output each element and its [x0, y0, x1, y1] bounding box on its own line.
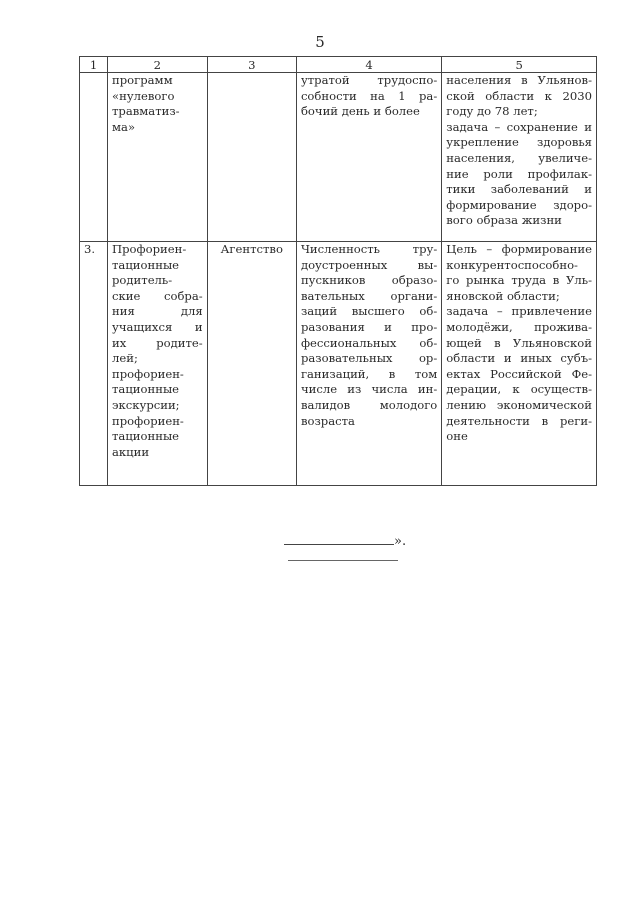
cell-text-line: молодёжи, прожива-: [446, 319, 592, 334]
measure-cell: [108, 73, 208, 242]
cell-text-line: Численность тру-: [300, 242, 438, 256]
goal-cell: [442, 73, 597, 242]
cell-text-line: разовательных ор-: [300, 351, 438, 366]
document-table: [79, 56, 597, 486]
cell-text-line: валидов молодого: [300, 397, 438, 412]
cell-text-line: году до 78 лет;: [446, 104, 538, 119]
header-col-4: 4: [296, 57, 441, 73]
header-col-2: 2: [108, 57, 208, 73]
cell-text-line: экскурсии;: [112, 397, 180, 412]
measure-cell: [108, 242, 208, 486]
cell-text-line: программ: [112, 73, 173, 87]
cell-text-line: лению экономической: [446, 397, 592, 412]
closing-mark: ».: [394, 534, 407, 549]
indicator-cell: [296, 242, 441, 486]
cell-text-line: профориен-: [112, 413, 184, 428]
cell-text-line: укрепление здоровья: [446, 135, 592, 150]
cell-text-line: «нулевого: [112, 88, 175, 103]
cell-text-line: ской области к 2030: [446, 88, 592, 103]
header-col-3: 3: [207, 57, 296, 73]
cell-text-line: формирование здоро-: [446, 197, 592, 212]
cell-text-line: задача – привлечение: [446, 304, 592, 319]
executor-cell: [207, 73, 296, 242]
cell-text-line: конкурентоспособно-: [446, 257, 578, 272]
table-row: [80, 73, 597, 242]
row-number-cell: [80, 242, 108, 486]
signature-blank: [284, 532, 394, 545]
cell-text-line: задача – сохранение и: [446, 119, 592, 134]
cell-text-line: деятельности в реги-: [446, 413, 592, 428]
cell-text-line: фессиональных об-: [300, 335, 438, 350]
cell-text-line: доустроенных вы-: [300, 257, 438, 272]
indicator-cell: [296, 73, 441, 242]
header-col-1: 1: [80, 57, 108, 73]
cell-text-line: заций высшего об-: [300, 304, 438, 319]
closing-line: [284, 532, 406, 549]
cell-text-line: утратой трудоспо-: [300, 73, 438, 87]
cell-text-line: разования и про-: [300, 319, 438, 334]
cell-text-line: профориен-: [112, 366, 184, 381]
cell-text-line: тационные: [112, 257, 180, 272]
cell-text-line: тики заболеваний и: [446, 182, 592, 197]
separator-line: [288, 560, 398, 561]
header-col-5: 5: [442, 57, 597, 73]
cell-text-line: пускников образо-: [300, 273, 438, 288]
cell-text-line: го рынка труда в Уль-: [446, 273, 592, 288]
cell-text-line: ющей в Ульяновской: [446, 335, 592, 350]
cell-text-line: ма»: [112, 119, 136, 134]
cell-text-line: числе из числа ин-: [300, 382, 438, 397]
cell-text-line: учащихся и: [112, 319, 203, 334]
cell-text-line: тационные: [112, 382, 180, 397]
cell-text-line: ектах Российской Фе-: [446, 366, 592, 381]
executor-cell: [207, 242, 296, 486]
cell-text-line: области и иных субъ-: [446, 351, 592, 366]
table-row: [80, 242, 597, 486]
cell-text-line: собности на 1 ра-: [300, 88, 438, 103]
cell-text-line: оне: [446, 429, 468, 444]
cell-text-line: населения, увеличе-: [446, 150, 592, 165]
cell-text-line: дерации, к осуществ-: [446, 382, 592, 397]
cell-text-line: лей;: [112, 351, 138, 366]
goal-cell: [442, 242, 597, 486]
cell-text-line: ские собра-: [112, 288, 203, 303]
cell-text-line: населения в Ульянов-: [446, 73, 592, 87]
cell-text-line: Агентство: [220, 242, 283, 256]
cell-text-line: ганизаций, в том: [300, 366, 438, 381]
cell-text-line: ния для: [112, 304, 203, 319]
page-number: 5: [315, 33, 325, 51]
cell-text-line: возраста: [300, 413, 355, 428]
table-header-row: [80, 57, 597, 73]
cell-text-line: вательных органи-: [300, 288, 438, 303]
cell-text-line: яновской области;: [446, 288, 560, 303]
row-number-cell: [80, 73, 108, 242]
cell-text-line: их родите-: [112, 335, 203, 350]
cell-text-line: травматиз-: [112, 104, 180, 119]
cell-text-line: 3.: [84, 242, 96, 256]
cell-text-line: Цель – формирование: [446, 242, 592, 256]
cell-text-line: родитель-: [112, 273, 173, 288]
cell-text-line: вого образа жизни: [446, 213, 562, 228]
cell-text-line: бочий день и более: [300, 104, 420, 119]
cell-text-line: акции: [112, 444, 150, 459]
cell-text-line: тационные: [112, 429, 180, 444]
cell-text-line: ние роли профилак-: [446, 166, 592, 181]
cell-text-line: Профориен-: [112, 242, 187, 256]
